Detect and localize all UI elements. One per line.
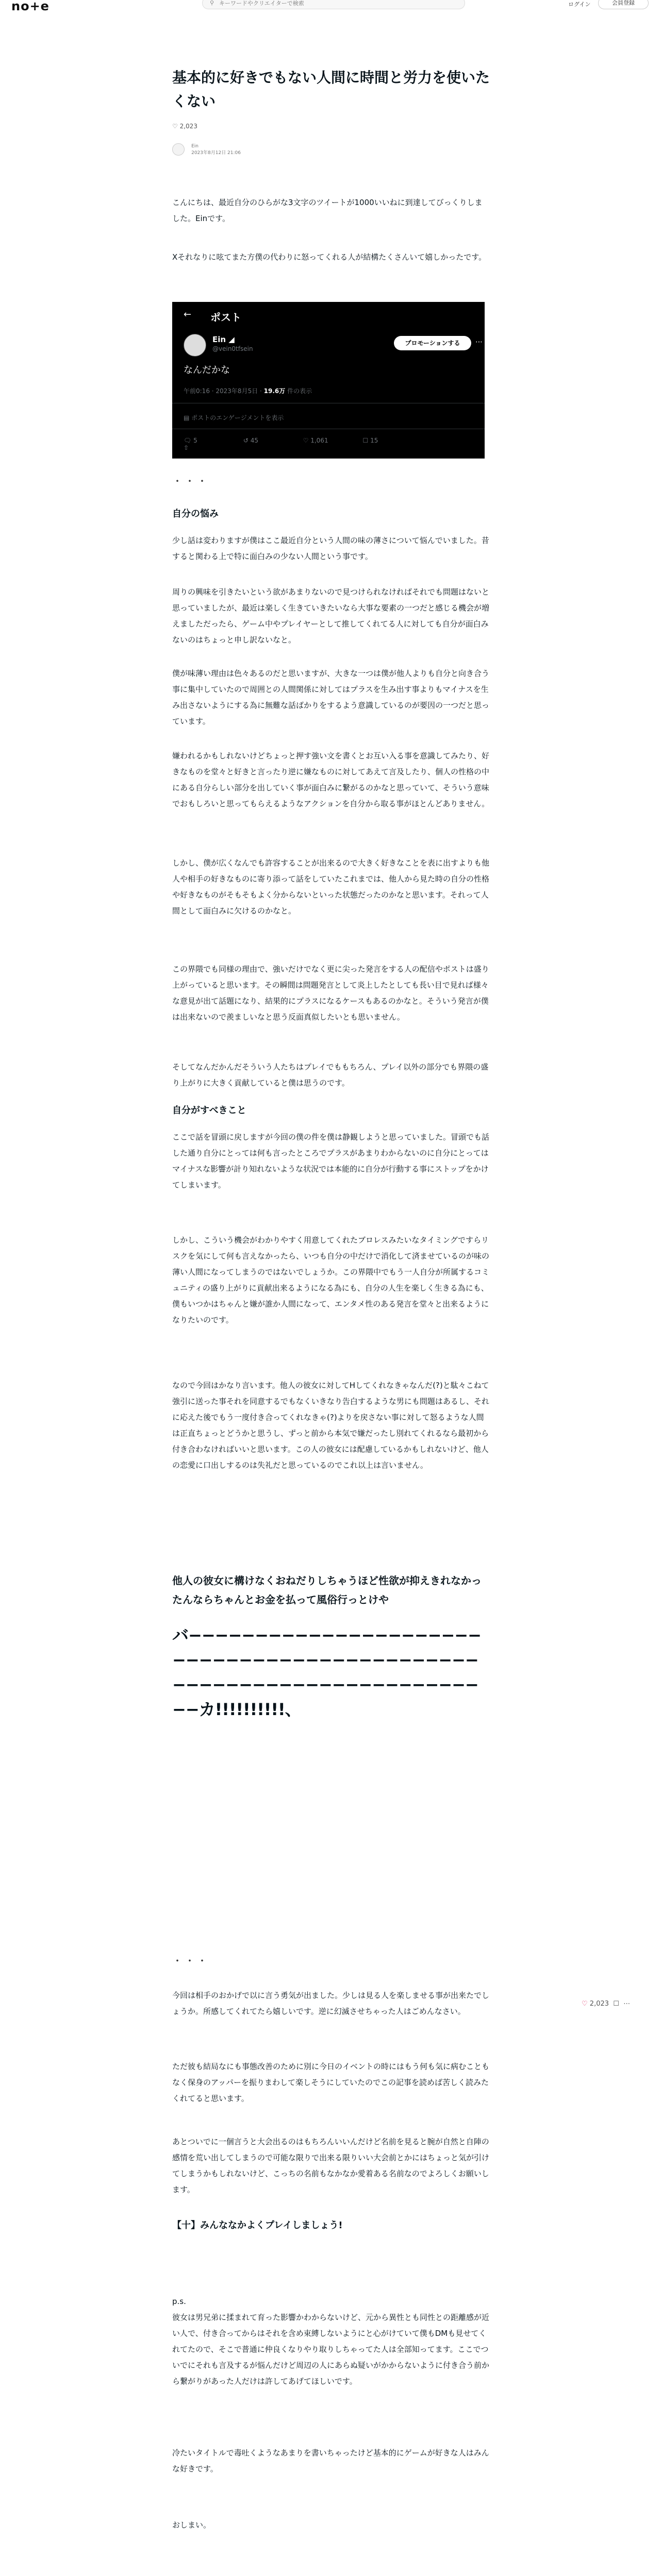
tweet-analytics[interactable]: ▤ ポストのエンゲージメントを表示 — [184, 414, 284, 421]
like-icon[interactable]: ♡ 1,061 — [303, 437, 328, 444]
heart-icon: ♡ — [172, 123, 178, 130]
sec1-para-4: 嫌われるかもしれないけどちょっと押す強い文を書くとお互い入る事を意識してみたり、好きなものを堂々と好きと言ったり逆に嫌なものに対してあえて言及したり、個人の性格の中にある自分らしい部分を出していく事が面白みに繋がるのかなと思っていて、そういう意味でおもしろいと思ってもらえるようなアクションを自分から取る事がほとんどありません。 — [172, 751, 490, 808]
tweet-actions — [184, 437, 472, 451]
tweet-body: なんだかな — [184, 365, 230, 376]
emphasis-shout: バ−−−−−−−−−−−−−−−−−−−−−−−−−−−−−−−−−−−−−−−−−−−−−−−−−−−−−−−−−−−−−−−−−−−−−−カ!!!!!!!!!!、 — [172, 1625, 481, 1719]
article-title: 基本的に好きでもない人間に時間と労力を使いたくない — [172, 69, 490, 110]
author-avatar[interactable] — [172, 143, 185, 156]
tweet-name[interactable]: Ein ◢ — [212, 335, 235, 344]
section-heading-2: 自分がすべきこと — [172, 1105, 246, 1116]
note-logo[interactable]: no+e — [11, 0, 49, 13]
bookmark-icon[interactable]: ☐ 15 — [362, 437, 378, 444]
author-name[interactable]: Ein — [191, 144, 198, 149]
sec2-para-1: ここで話を冒頭に戻しますが今回の僕の件を僕は静観しようと思っていました。冒頭でも話した通り自分にとっては何も言ったところでプラスがあまりわからないのに自分にとってはマイナスな影響が計り知れないような状況では本能的に自分が行動する事にストップをかけてしまいます。 — [172, 1132, 490, 1190]
emphasis-heading: 他人の彼女に構けなくおねだりしちゃうほど性欲が抑えきれなかったんならちゃんとお金を払って風俗行っとけや — [172, 1574, 482, 1606]
article-likes[interactable] — [172, 123, 197, 130]
more-icon[interactable]: ⋯ — [475, 338, 483, 346]
top-bar — [0, 0, 662, 14]
reply-icon[interactable]: 🗨 5 — [184, 437, 197, 444]
sec3-para-1: 今回は相手のおかげで以に言う勇気が出ました。少しは見る人を楽しませる事が出来たでしょうか。所感してくれてたら嬉しいです。逆に幻滅させちゃった人はごめんなさい。 — [172, 1991, 490, 2016]
share-icon[interactable]: ⇧ — [184, 444, 189, 451]
search-box[interactable] — [202, 0, 465, 9]
embedded-tweet[interactable] — [172, 302, 485, 459]
bookmark-icon[interactable]: ☐ — [613, 2000, 619, 2008]
tweet-header: ポスト — [210, 311, 241, 324]
analytics-icon: ▤ — [184, 414, 190, 421]
tweet-avatar[interactable] — [184, 334, 206, 357]
sec1-para-3: 僕が味薄い理由は色々あるのだと思いますが、大きな一つは僕が他人よりも自分と向き合う事に集中していたので周囲との人間関係に対してはプラスを生み出す事よりもマイナスを生み出さないようにする為に無難な話ばかりをするよう意識しているのが要因の一つだと思っています。 — [172, 669, 490, 726]
sec1-para-1: 少し話は変わりますが僕はここ最近自分という人間の味の薄さについて悩んでいました。昔すると関わる上で特に面白みの少ない人間という事です。 — [172, 536, 489, 561]
tweet-meta: 午前0:16 · 2023年8月5日 · 19.6万 件の表示 — [184, 387, 312, 395]
sec1-para-6: この界隈でも同様の理由で、強いだけでなく更に尖った発言をする人の配信やポストは盛り上がっていると思います。その瞬間は問題発言として炎上したとしても長い目で見れば様々な意見が出て話題になり、結果的にプラスになるケースもあるのかなと。そういう発言が僕は出来ないので羨ましいなと思う反面真似したいとも思いません。 — [172, 964, 489, 1022]
more-icon[interactable]: ⋯ — [623, 2000, 631, 2008]
separator-dots-2: ・・・ — [172, 1955, 209, 1967]
closing-para: 冷たいタイトルで毒吐くようなあまりを書いちゃったけど基本的にゲームが好きな人はみんな好きです。 — [172, 2448, 489, 2473]
like-count: 2,023 — [179, 123, 197, 130]
ps-para: p.s. 彼女は男兄弟に揉まれて育った影響かわからないけど、元から異性とも同性との距離感が近い人で、付き合ってからはそれを含め束縛しないようにと心がけていて僕もDMも見せてくれてたので、そこで普通に仲良くなりやり取りしちゃってた人は全部知ってます。ここでついでにそれも言及するが悩んだけど周辺の人にあらぬ疑いがかからないように付き合う前から繋がりがあった人だけは許してあげてほしいです。 — [172, 2297, 490, 2386]
login-link[interactable]: ログイン — [568, 1, 591, 8]
sec1-para-7: そしてなんだかんだそういう人たちはプレイでももちろん、プレイ以外の部分でも界隈の盛り上がりに大きく貢献していると僕は思うのです。 — [172, 1062, 489, 1088]
separator-dots: ・・・ — [172, 475, 209, 487]
intro-para-2: Xそれなりに呟てまた方僕の代わりに怒ってくれる人が結構たくさんいて嬉しかったです。 — [172, 252, 487, 262]
tweet-handle[interactable]: @vein0tfsein — [212, 345, 253, 352]
search-icon: ⚲ — [210, 0, 214, 6]
signoff: おしまい。 — [172, 2520, 211, 2530]
sec2-para-3: なので今回はかなり言います。他人の彼女に対してHしてくれなきゃなんだ(?)と駄々こねて強引に送った事それを同意するでもなくいきなり告白するような男にも問題はあるし、それに応えた後でもう一度付き合ってくれなきゃ(?)よりを戻さない事に対して怒るような人間は正直ちょっとどうかと思うし、ずっと前から本気で嫌だったし別れてくれるなら最初から付き合わなければいいと思います。この人の彼女には配慮しているかもしれないけど、他人の恋愛に口出しするのは失礼だと思っているのでこれ以上は言いません。 — [172, 1381, 489, 1470]
cta-heading: 【十】みんななかよくプレイしましょう! — [172, 2220, 343, 2231]
floating-like[interactable]: ♡ 2,023 ☐ ⋯ — [582, 2000, 631, 2008]
heart-icon: ♡ — [582, 2000, 588, 2008]
sec1-para-2: 周りの興味を引きたいという欲があまりないので見つけられなければそれでも問題はないと思っていましたが、最近は楽しく生きていきたいなら大事な要素の一つだと感じる機会が増えましただったら、ゲーム中やプレイヤーとして推してくれてる人に対しても自分が面白みないのはちょっと申し訳ないなと。 — [172, 587, 490, 645]
sec3-para-3: あとついでに一個言うと大会出るのはもちろんいいんだけど名前を見ると腕が自然と自陣の感情を荒い出してしまうので可能な限りで出来る限りいい大会前とかにはちょっと気が引けてしまうかもしれないけど、こっちの名前もなかなか愛着ある名前なのでよろしくお願いします。 — [172, 2137, 490, 2194]
author-mini[interactable] — [172, 143, 241, 157]
publish-date: 2023年8月12日 21:06 — [191, 150, 241, 156]
section-heading-1: 自分の悩み — [172, 509, 219, 519]
signup-button[interactable]: 会員登録 — [598, 0, 649, 9]
promote-button[interactable]: プロモーションする — [394, 336, 471, 350]
retweet-icon[interactable]: ↺ 45 — [243, 437, 258, 444]
back-arrow-icon[interactable]: ← — [184, 309, 192, 320]
sec2-para-2: しかし、こういう機会がわかりやすく用意してくれたブロレスみたいなタイミングですらリスクを気にして何も言えなかったら、いつも自分の中だけで消化して済ませているのが味の薄い人間になってしまうのではないでしょうか。この界隈中でもう一人自分が所属するコミュニティの盛り上がりに貢献出来るようになる為にも、自分の人生を楽しく生きる為にも、僕もいつかはちゃんと嫌が誰か人間になって、エンタメ性のある発言を堂々と出来るようになりたいのです。 — [172, 1235, 490, 1325]
intro-para-1: こんにちは、最近自分のひらがな3文字のツイートが1000いいねに到達してびっくりしました。Einです。 — [172, 198, 483, 223]
sec1-para-5: しかし、僕が広くなんでも許容することが出来るので大きく好きなことを表に出すよりも他人や相手の好きなものに寄り添って話をしていたこれまでは、他人から見た時の自分の性格や好きなものがそもそもよく分からないといった状態だったのかなと思います。それって人間として面白みに欠けるのかなと。 — [172, 858, 490, 916]
sec3-para-2: ただ彼も結局なにも事態改善のために別に今日のイベントの時にはもう何も気に病むこともなく保身のアッパーを振りまわして楽しそうにしていたのでこの記事を読めば苦しく読みたくれてると思います。 — [172, 2062, 490, 2103]
search-input[interactable] — [219, 0, 456, 7]
